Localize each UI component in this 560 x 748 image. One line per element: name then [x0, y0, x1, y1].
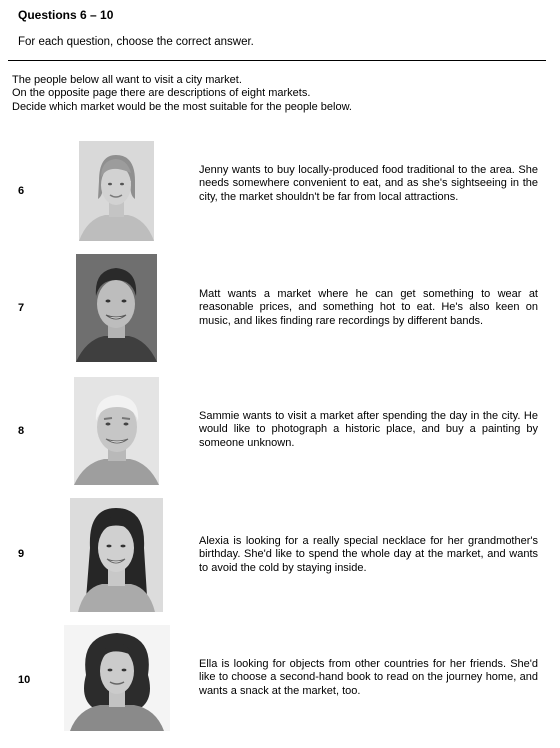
- older-man-portrait-icon: [74, 377, 159, 485]
- woman-portrait-icon: [79, 141, 154, 241]
- question-text: Jenny wants to buy locally-produced food traditional to the area. She needs somewhere convenient to eat, and as she's sightseeing in the city, the market shouldn't be far from local attractions.: [199, 164, 538, 203]
- question-number: 7: [18, 302, 25, 314]
- intro-line: The people below all want to visit a city market.: [12, 74, 242, 86]
- intro-text: [12, 74, 352, 114]
- young-woman-portrait-icon: [70, 498, 163, 612]
- question-text: Ella is looking for objects from other countries for her friends. She'd like to choose a second-hand book to read on the journey home, and wants a snack at the market, too.: [199, 658, 538, 697]
- question-number: 10: [18, 674, 31, 686]
- section-heading: Questions 6 – 10: [18, 8, 114, 22]
- question-text: Alexia is looking for a really special necklace for her grandmother's birthday. She'd like to spend the whole day at the market, and wants to avoid the cold by staying inside.: [199, 535, 538, 574]
- instruction-text: For each question, choose the correct answer.: [18, 36, 254, 48]
- question-number: 8: [18, 425, 25, 437]
- question-text: Sammie wants to visit a market after spending the day in the city. He would like to photograph a historic place, and buy a painting by someone unknown.: [199, 410, 538, 449]
- intro-line: On the opposite page there are descriptions of eight markets.: [12, 87, 311, 100]
- question-number: 6: [18, 185, 25, 197]
- intro-line: Decide which market would be the most suitable for the people below.: [12, 100, 352, 113]
- curly-hair-woman-portrait-icon: [64, 625, 170, 731]
- question-number: 9: [18, 548, 25, 560]
- divider: [8, 60, 546, 61]
- young-man-portrait-icon: [76, 254, 157, 362]
- question-text: Matt wants a market where he can get something to wear at reasonable prices, and something hot to eat. He's also keen on music, and likes finding rare recordings by different bands.: [199, 288, 538, 327]
